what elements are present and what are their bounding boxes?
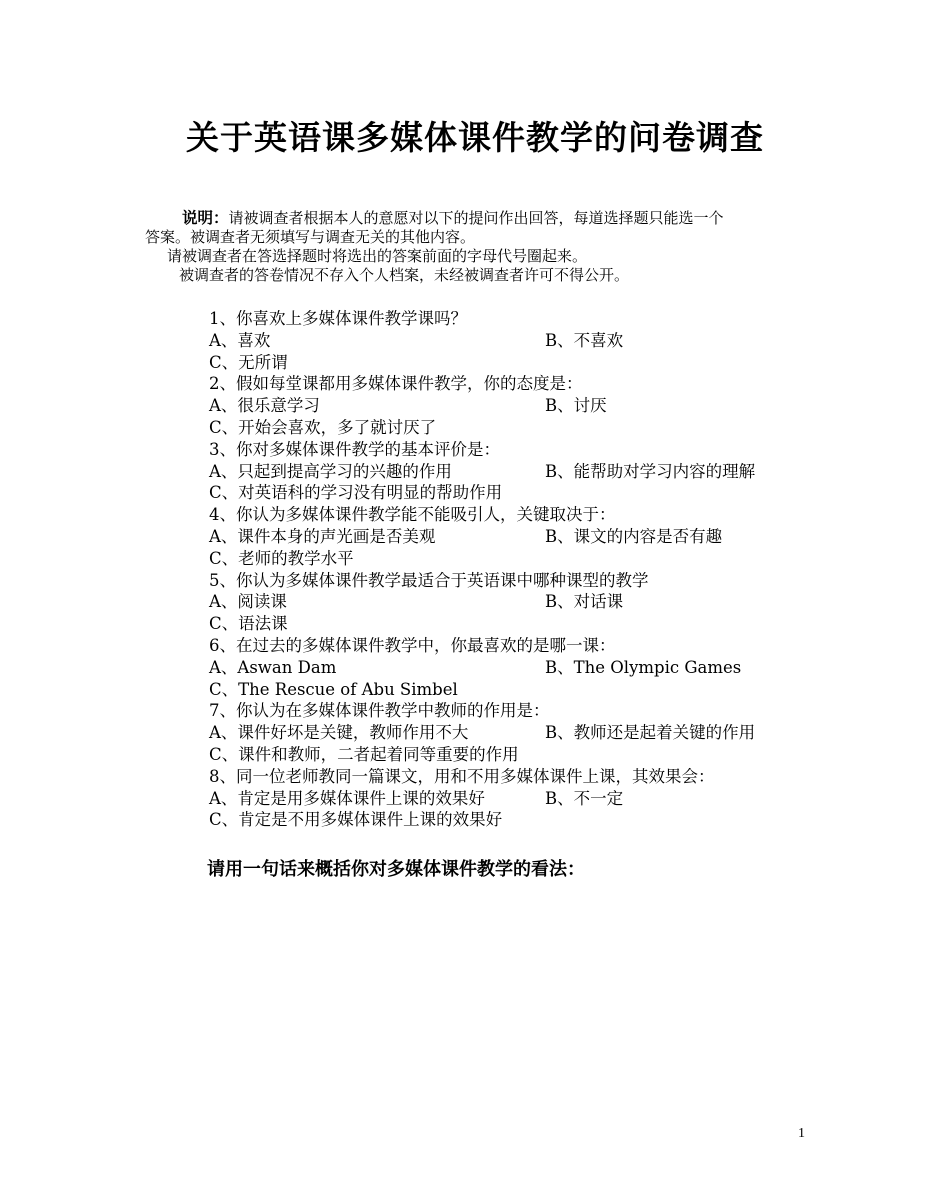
option-b[interactable]: B、教师还是起着关键的作用 xyxy=(545,723,756,743)
question-text: 5、你认为多媒体课件教学最适合于英语课中哪种课型的教学 xyxy=(209,570,649,590)
option-row xyxy=(209,657,809,679)
option-a[interactable]: A、课件好坏是关键，教师作用不大 xyxy=(209,723,469,743)
question-3 xyxy=(209,439,809,504)
option-c[interactable]: C、无所谓 xyxy=(209,352,288,372)
question-text: 8、同一位老师教同一篇课文，用和不用多媒体课件上课，其效果会： xyxy=(209,766,715,786)
option-c[interactable]: C、The Rescue of Abu Simbel xyxy=(209,679,458,699)
instructions-label: 说明： xyxy=(182,209,229,227)
option-b[interactable]: B、能帮助对学习内容的理解 xyxy=(545,461,756,481)
question-text: 7、你认为在多媒体课件教学中教师的作用是： xyxy=(209,701,550,721)
option-c[interactable]: C、开始会喜欢，多了就讨厌了 xyxy=(209,417,437,437)
option-b[interactable]: B、不喜欢 xyxy=(545,330,624,350)
question-6 xyxy=(209,635,809,700)
option-c[interactable]: C、对英语科的学习没有明显的帮助作用 xyxy=(209,483,503,503)
instructions-block xyxy=(145,209,805,285)
summary-prompt: 请用一句话来概括你对多媒体课件教学的看法： xyxy=(207,859,585,880)
option-row xyxy=(209,526,809,548)
option-a[interactable]: A、喜欢 xyxy=(209,330,271,350)
option-row xyxy=(209,395,809,417)
option-row xyxy=(209,722,809,744)
option-row xyxy=(209,330,809,352)
question-text: 4、你认为多媒体课件教学能不能吸引人，关键取决于： xyxy=(209,505,616,525)
question-text: 2、假如每堂课都用多媒体课件教学，你的态度是： xyxy=(209,374,583,394)
question-1 xyxy=(209,308,809,373)
option-a[interactable]: A、肯定是用多媒体课件上课的效果好 xyxy=(209,788,485,808)
option-a[interactable]: A、课件本身的声光画是否美观 xyxy=(209,526,436,546)
option-b[interactable]: B、对话课 xyxy=(545,592,624,612)
page-number: 1 xyxy=(798,1126,805,1141)
instructions-line-2: 答案。被调查者无须填写与调查无关的其他内容。 xyxy=(145,228,476,246)
instructions-line-4: 被调查者的答卷情况不存入个人档案，未经被调查者许可不得公开。 xyxy=(179,266,630,284)
option-a[interactable]: A、很乐意学习 xyxy=(209,396,320,416)
question-7 xyxy=(209,700,809,765)
question-8 xyxy=(209,766,809,831)
option-a[interactable]: A、阅读课 xyxy=(209,592,287,612)
option-c[interactable]: C、语法课 xyxy=(209,614,288,634)
question-2 xyxy=(209,373,809,438)
option-c[interactable]: C、肯定是不用多媒体课件上课的效果好 xyxy=(209,810,503,830)
document-title: 关于英语课多媒体课件教学的问卷调查 xyxy=(186,118,764,157)
option-a[interactable]: A、Aswan Dam xyxy=(209,657,337,677)
question-text: 1、你喜欢上多媒体课件教学课吗？ xyxy=(209,309,467,328)
option-b[interactable]: B、课文的内容是否有趣 xyxy=(545,526,723,546)
instructions-line-3: 请被调查者在答选择题时将选出的答案前面的字母代号圈起来。 xyxy=(167,247,588,265)
question-list xyxy=(209,308,809,831)
instructions-text-1: 请被调查者根据本人的意愿对以下的提问作出回答，每道选择题只能选一个 xyxy=(228,209,724,227)
option-a[interactable]: A、只起到提高学习的兴趣的作用 xyxy=(209,461,452,481)
instructions-line-1 xyxy=(145,209,805,228)
option-b[interactable]: B、不一定 xyxy=(545,788,624,808)
option-row xyxy=(209,591,809,613)
option-c[interactable]: C、老师的教学水平 xyxy=(209,548,354,568)
option-row xyxy=(209,461,809,483)
option-row xyxy=(209,788,809,810)
question-4 xyxy=(209,504,809,569)
question-text: 3、你对多媒体课件教学的基本评价是： xyxy=(209,439,500,459)
option-b[interactable]: B、The Olympic Games xyxy=(545,657,742,677)
option-c[interactable]: C、课件和教师，二者起着同等重要的作用 xyxy=(209,744,519,764)
question-text: 6、在过去的多媒体课件教学中，你最喜欢的是哪一课： xyxy=(209,635,616,655)
option-b[interactable]: B、讨厌 xyxy=(545,396,607,416)
question-5 xyxy=(209,570,809,635)
